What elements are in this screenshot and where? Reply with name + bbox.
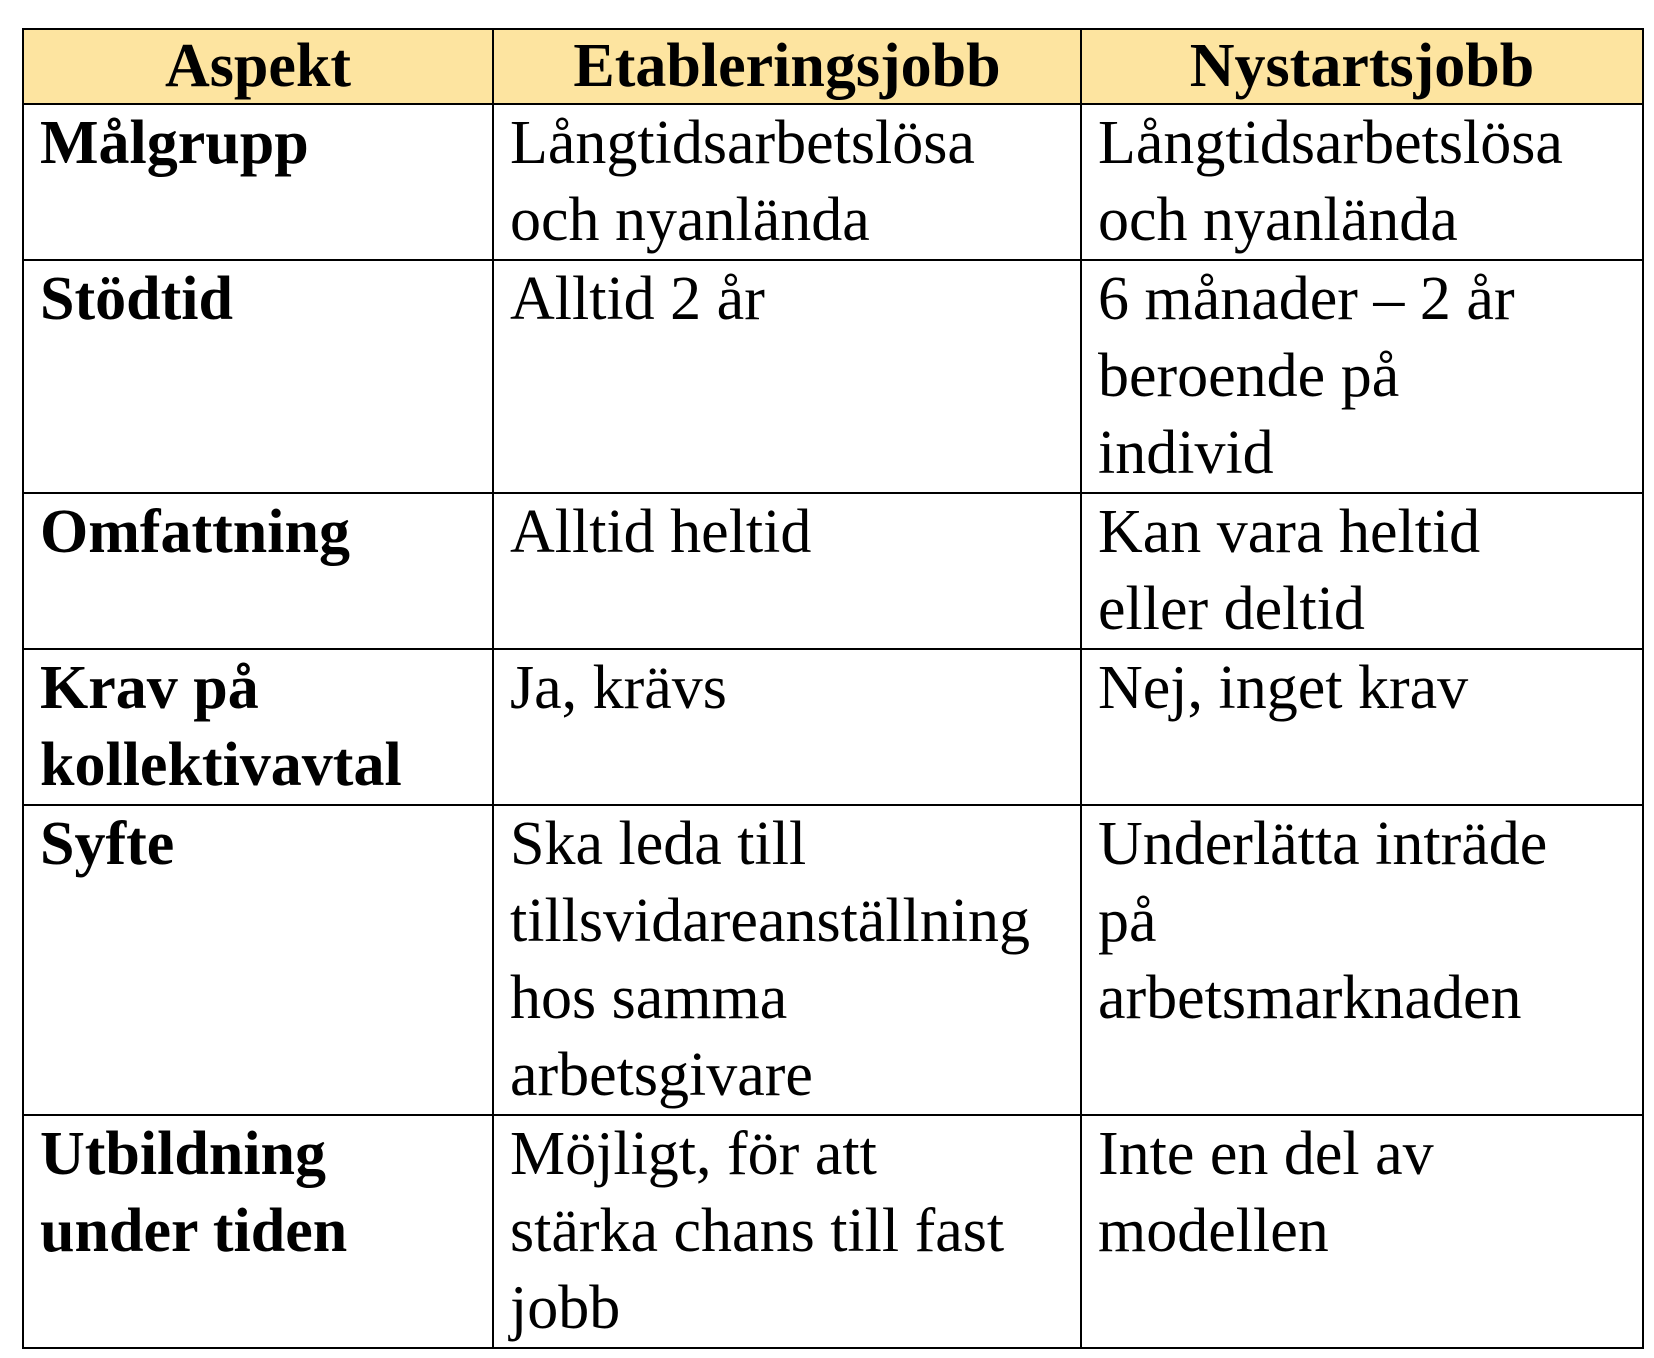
etableringsjobb-cell: Alltid heltid bbox=[493, 493, 1081, 649]
comparison-table bbox=[22, 28, 1644, 1349]
aspect-cell: Målgrupp bbox=[23, 104, 493, 260]
aspect-cell: Utbildning under tiden bbox=[23, 1115, 493, 1348]
etableringsjobb-cell: Alltid 2 år bbox=[493, 260, 1081, 493]
aspect-cell: Krav på kollektivavtal bbox=[23, 649, 493, 805]
table-row bbox=[23, 649, 1643, 805]
table-row bbox=[23, 260, 1643, 493]
aspect-cell: Stödtid bbox=[23, 260, 493, 493]
header-aspect: Aspekt bbox=[23, 29, 493, 104]
etableringsjobb-cell: Ska leda till tillsvidareanställning hos samma arbetsgivare bbox=[493, 805, 1081, 1115]
nystartsjobb-cell: Långtidsarbetslösa och nyanlända bbox=[1081, 104, 1643, 260]
etableringsjobb-cell: Ja, krävs bbox=[493, 649, 1081, 805]
header-nystartsjobb: Nystartsjobb bbox=[1081, 29, 1643, 104]
table-row bbox=[23, 805, 1643, 1115]
aspect-cell: Omfattning bbox=[23, 493, 493, 649]
table-row bbox=[23, 1115, 1643, 1348]
etableringsjobb-cell: Möjligt, för att stärka chans till fast jobb bbox=[493, 1115, 1081, 1348]
aspect-cell: Syfte bbox=[23, 805, 493, 1115]
table-row bbox=[23, 104, 1643, 260]
header-etableringsjobb: Etableringsjobb bbox=[493, 29, 1081, 104]
nystartsjobb-cell: Nej, inget krav bbox=[1081, 649, 1643, 805]
etableringsjobb-cell: Långtidsarbetslösa och nyanlända bbox=[493, 104, 1081, 260]
nystartsjobb-cell: Inte en del av modellen bbox=[1081, 1115, 1643, 1348]
nystartsjobb-cell: 6 månader – 2 år beroende på individ bbox=[1081, 260, 1643, 493]
nystartsjobb-cell: Kan vara heltid eller deltid bbox=[1081, 493, 1643, 649]
table-row bbox=[23, 493, 1643, 649]
header-row bbox=[23, 29, 1643, 104]
nystartsjobb-cell: Underlätta inträde på arbetsmarknaden bbox=[1081, 805, 1643, 1115]
